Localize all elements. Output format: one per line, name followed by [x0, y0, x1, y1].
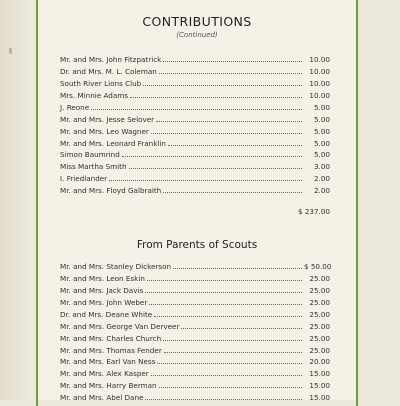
list-item [60, 331, 330, 343]
contributor-name: Mr. and Mrs. John Weber [60, 297, 148, 307]
contributions-total: $ 237.00 [297, 207, 330, 216]
contribution-amount: 25.00 [309, 309, 330, 319]
page-title: CONTRIBUTIONS [142, 14, 252, 29]
dot-leader [163, 192, 302, 193]
contribution-amount: 25.00 [309, 321, 330, 331]
list-item [60, 100, 330, 112]
contribution-amount: 10.00 [309, 90, 330, 100]
contribution-amount: 25.00 [309, 333, 330, 343]
contributor-name: Mr. and Mrs. John Fitzpatrick [60, 54, 162, 64]
list-item [60, 171, 330, 183]
list-item [60, 355, 330, 367]
contribution-amount: 10.00 [309, 54, 330, 64]
dot-leader [145, 292, 302, 293]
contributor-name: Mr. and Mrs. Charles Church [60, 333, 162, 343]
contributor-name: Simon Baumrind [60, 150, 120, 160]
dot-leader [147, 280, 302, 281]
contribution-amount: 25.00 [309, 273, 330, 283]
dot-leader [129, 168, 302, 169]
contributor-name: J. Reone [60, 102, 90, 112]
dot-leader [163, 340, 302, 341]
dot-leader [157, 363, 302, 364]
contribution-amount: 15.00 [309, 393, 330, 403]
dot-leader [143, 85, 302, 86]
list-item [60, 136, 330, 148]
contributor-name: Dr. and Mrs. Deane White [60, 309, 153, 319]
contributor-name: Mr. and Mrs. Leonard Franklin [60, 138, 166, 148]
document-page [36, 0, 358, 403]
dot-leader [149, 304, 302, 305]
contributor-name: Mr. and Mrs. George Van Derveer [60, 321, 180, 331]
contributions-list [60, 52, 330, 195]
section-heading: From Parents of Scouts [136, 239, 258, 251]
parents-list [60, 259, 330, 402]
dot-leader [163, 61, 302, 62]
contribution-amount: $ 50.00 [304, 261, 332, 271]
contributor-name: Mr. and Mrs. Leo Wagner [60, 126, 149, 136]
contributor-name: Mr. and Mrs. Abel Dane [60, 393, 144, 403]
contribution-amount: 2.00 [313, 174, 330, 184]
contributor-name: Mr. and Mrs. Floyd Galbraith [60, 186, 162, 196]
list-item [60, 283, 330, 295]
dot-leader [122, 156, 302, 157]
contributor-name: Mr. and Mrs. Jesse Selover [60, 114, 155, 124]
contribution-amount: 15.00 [309, 369, 330, 379]
contribution-amount: 5.00 [313, 126, 330, 136]
dot-leader [151, 375, 302, 376]
dot-leader [159, 73, 302, 74]
contribution-amount: 25.00 [309, 285, 330, 295]
contribution-amount: 5.00 [313, 138, 330, 148]
contributor-name: Dr. and Mrs. M. L. Coleman [60, 66, 157, 76]
contribution-amount: 25.00 [309, 297, 330, 307]
contribution-amount: 5.00 [313, 114, 330, 124]
list-item [60, 159, 330, 171]
dot-leader [130, 97, 302, 98]
contributor-name: Mr. and Mrs. Jack Davis [60, 285, 144, 295]
page-subtitle: (Continued) [176, 31, 218, 39]
list-item [60, 366, 330, 378]
contribution-amount: 5.00 [313, 102, 330, 112]
contributor-name: Mrs. Minnie Adams [60, 90, 128, 100]
dot-leader [168, 145, 302, 146]
contribution-amount: 15.00 [309, 381, 330, 391]
contributor-name: Mr. and Mrs. Leon Eskin [60, 273, 145, 283]
dot-leader [181, 328, 302, 329]
dot-leader [159, 387, 302, 388]
dot-leader [156, 121, 302, 122]
list-item [60, 88, 330, 100]
binding-hole [9, 48, 12, 54]
dot-leader [154, 316, 302, 317]
contributor-name: Mr. and Mrs. Earl Van Ness [60, 357, 156, 367]
dot-leader [151, 133, 302, 134]
list-item [60, 259, 330, 271]
contributor-name: Mr. and Mrs. Thomas Fender [60, 345, 162, 355]
dot-leader [91, 109, 302, 110]
list-item [60, 52, 330, 64]
dot-leader [173, 268, 302, 269]
contributor-name: I. Friedlander [60, 174, 108, 184]
list-item [60, 378, 330, 390]
contributor-name: Mr. and Mrs. Alex Kasper [60, 369, 149, 379]
list-item [60, 124, 330, 136]
list-item [60, 64, 330, 76]
list-item [60, 307, 330, 319]
contributor-name: South River Lions Club [60, 78, 142, 88]
contributor-name: Miss Martha Smith [60, 162, 127, 172]
dot-leader [164, 352, 302, 353]
list-item [60, 112, 330, 124]
contribution-amount: 10.00 [309, 66, 330, 76]
contribution-amount: 5.00 [313, 150, 330, 160]
contribution-amount: 20.00 [309, 357, 330, 367]
list-item [60, 76, 330, 88]
dot-leader [109, 180, 302, 181]
list-item [60, 390, 330, 402]
list-item [60, 148, 330, 160]
list-item [60, 295, 330, 307]
list-item [60, 319, 330, 331]
contribution-amount: 3.00 [313, 162, 330, 172]
binding-crease [0, 0, 30, 400]
contribution-amount: 25.00 [309, 345, 330, 355]
contributor-name: Mr. and Mrs. Stanley Dickerson [60, 261, 172, 271]
list-item [60, 271, 330, 283]
contribution-amount: 10.00 [309, 78, 330, 88]
list-item [60, 343, 330, 355]
contribution-amount: 2.00 [313, 186, 330, 196]
contributor-name: Mr. and Mrs. Harry Berman [60, 381, 157, 391]
list-item [60, 183, 330, 195]
